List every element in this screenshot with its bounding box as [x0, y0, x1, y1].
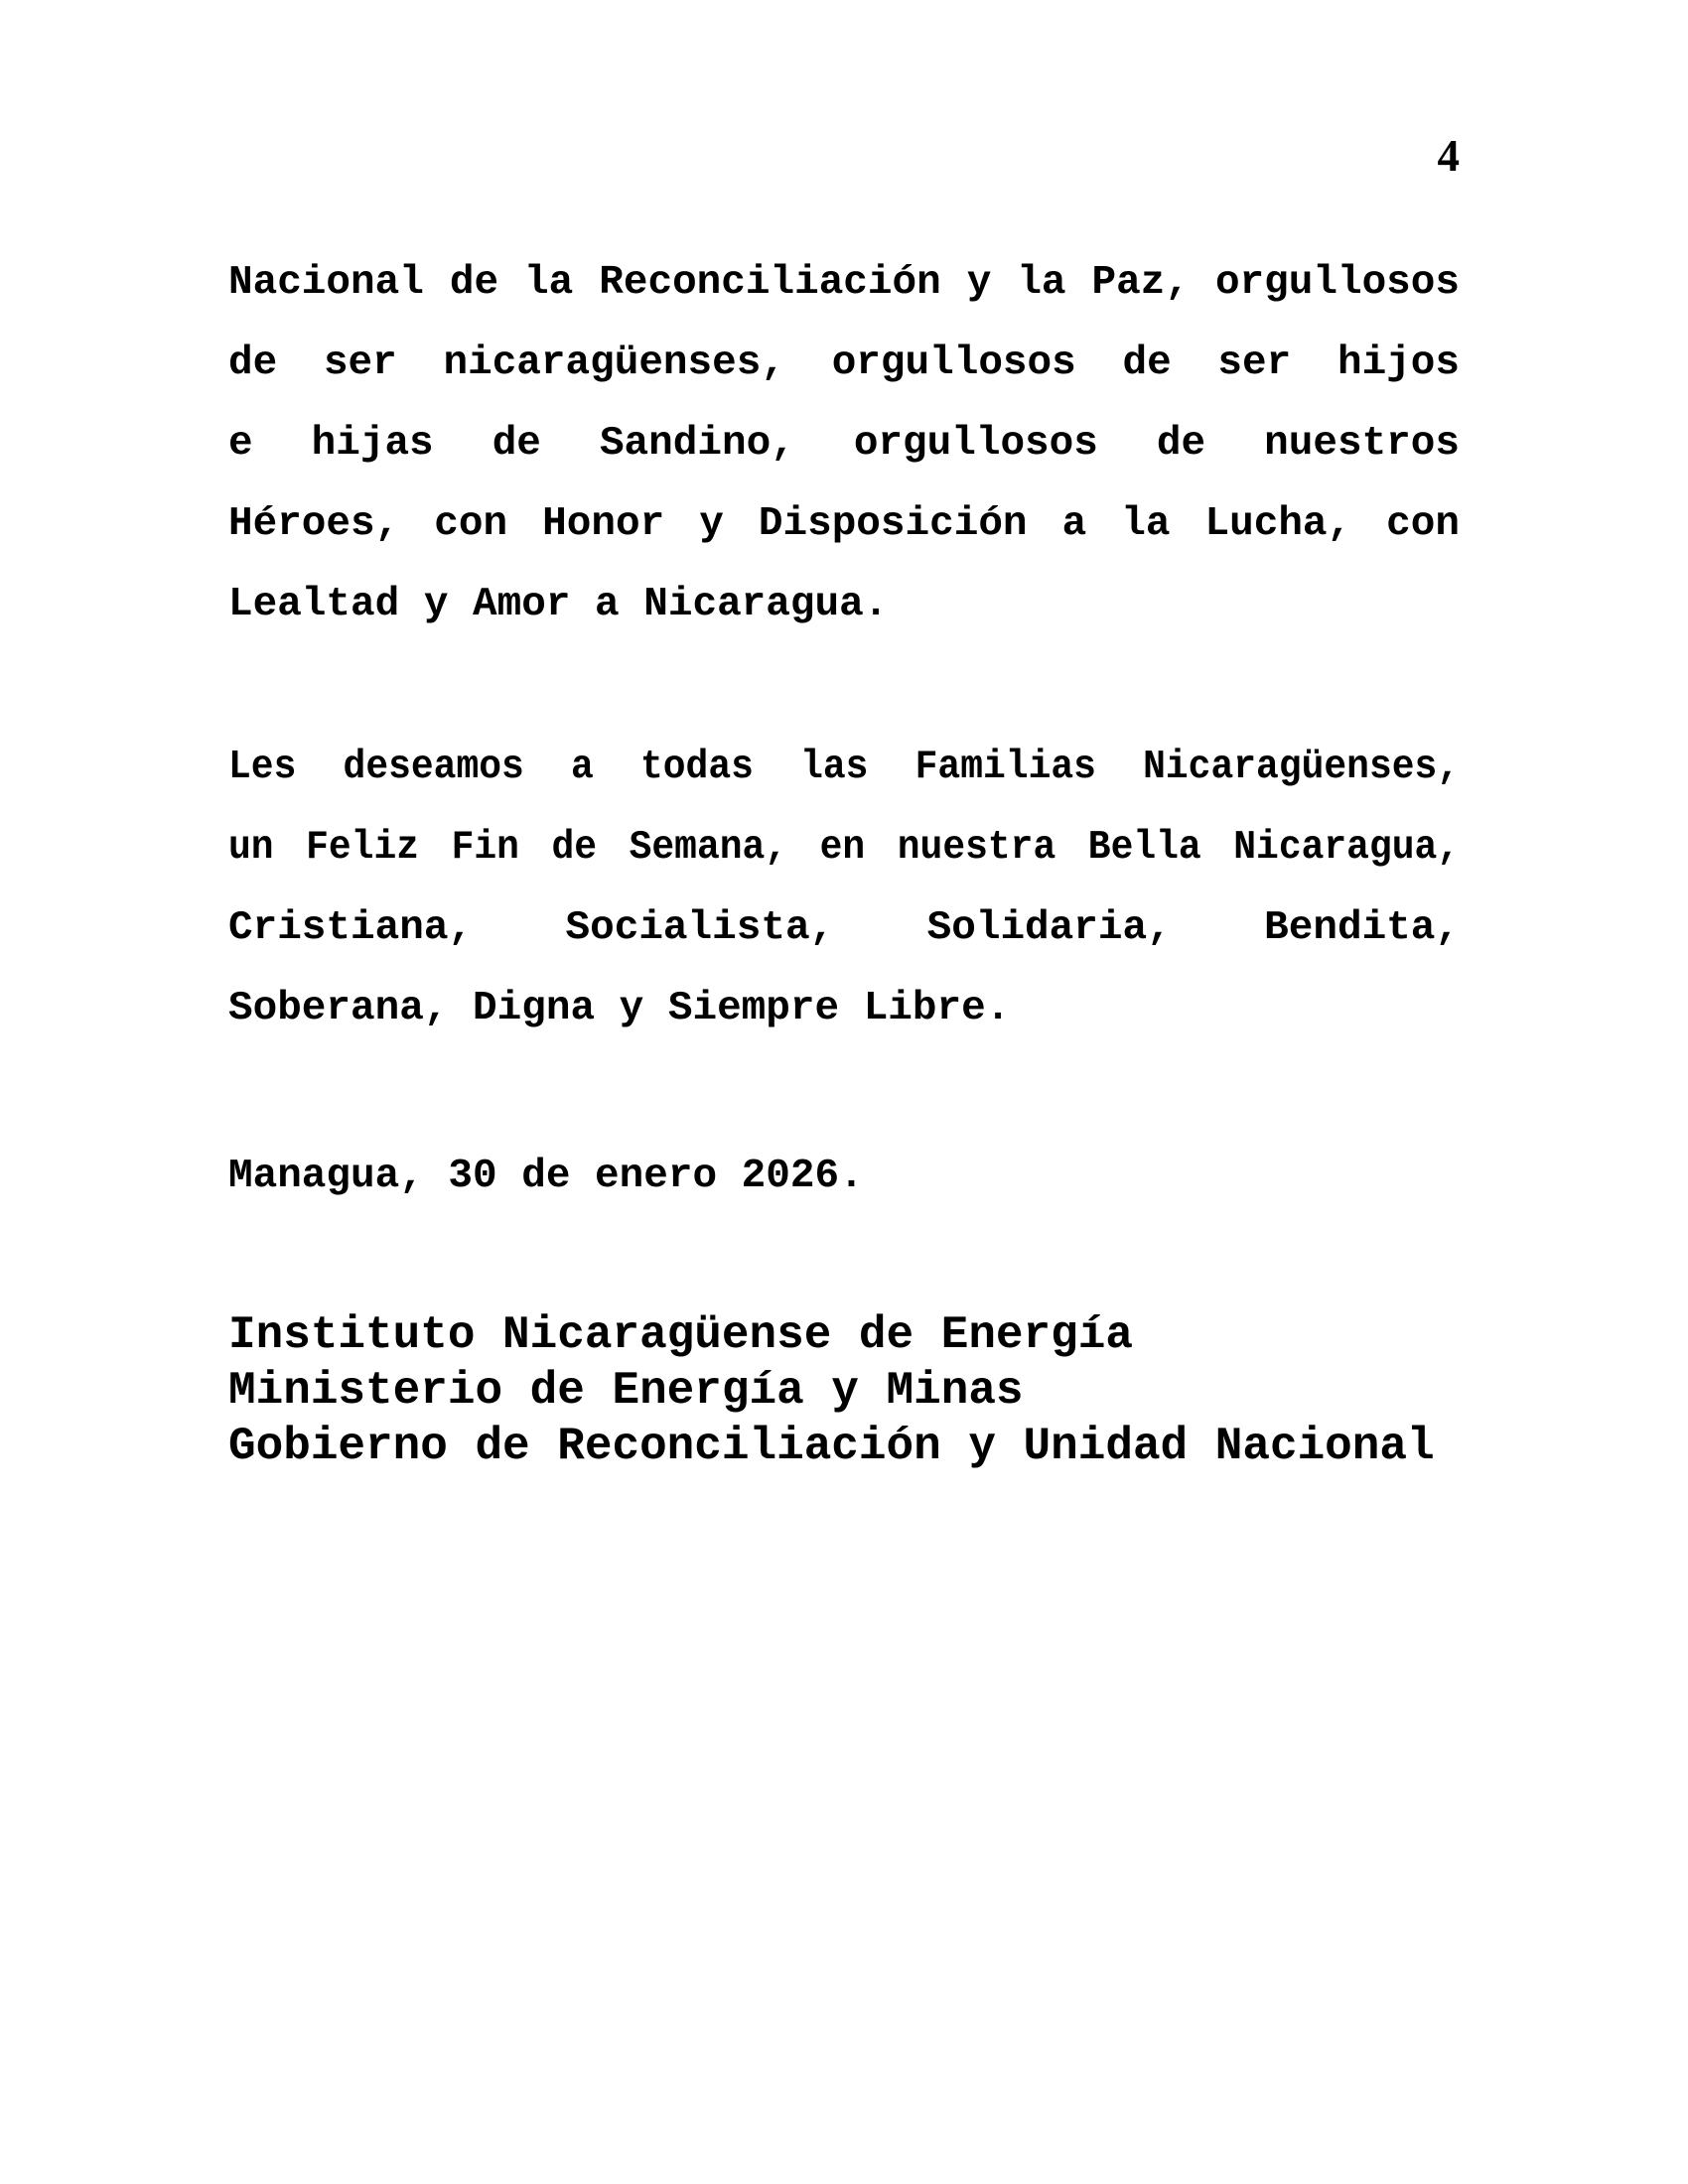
paragraph-1-line-1: Nacional de la Reconciliación y la Paz, orgullosos: [228, 260, 1460, 306]
page-number: 4: [1437, 131, 1460, 181]
paragraph-1-line-2: de ser nicaragüenses, orgullosos de ser hijos: [228, 341, 1460, 386]
paragraph-1-line-3: e hijas de Sandino, orgullosos de nuestros: [228, 421, 1460, 467]
dateline-block: [228, 1137, 1460, 1217]
document-body: [228, 243, 1460, 1474]
signature-block: [228, 1307, 1460, 1474]
paragraph-2-line-4: Soberana, Digna y Siempre Libre.: [228, 986, 1011, 1031]
signature-line-ministry: Ministerio de Energía y Minas: [228, 1365, 1024, 1417]
paragraph-1-line-4: Héroes, con Honor y Disposición a la Lucha, con: [228, 501, 1460, 547]
paragraph-2-line-1: Les deseamos a todas las Familias Nicaragüenses,: [228, 745, 1461, 790]
signature-line-government: Gobierno de Reconciliación y Unidad Nacional: [228, 1421, 1435, 1472]
dateline: Managua, 30 de enero 2026.: [228, 1154, 864, 1199]
body-paragraph-1: [228, 243, 1460, 645]
body-paragraph-2: [228, 728, 1460, 1049]
paragraph-2-line-2: un Feliz Fin de Semana, en nuestra Bella Nicaragua,: [228, 825, 1461, 871]
signature-line-institute: Instituto Nicaragüense de Energía: [228, 1309, 1133, 1361]
paragraph-1-line-5: Lealtad y Amor a Nicaragua.: [228, 582, 889, 627]
paragraph-2-line-3: Cristiana, Socialista, Solidaria, Bendita,: [228, 905, 1460, 951]
